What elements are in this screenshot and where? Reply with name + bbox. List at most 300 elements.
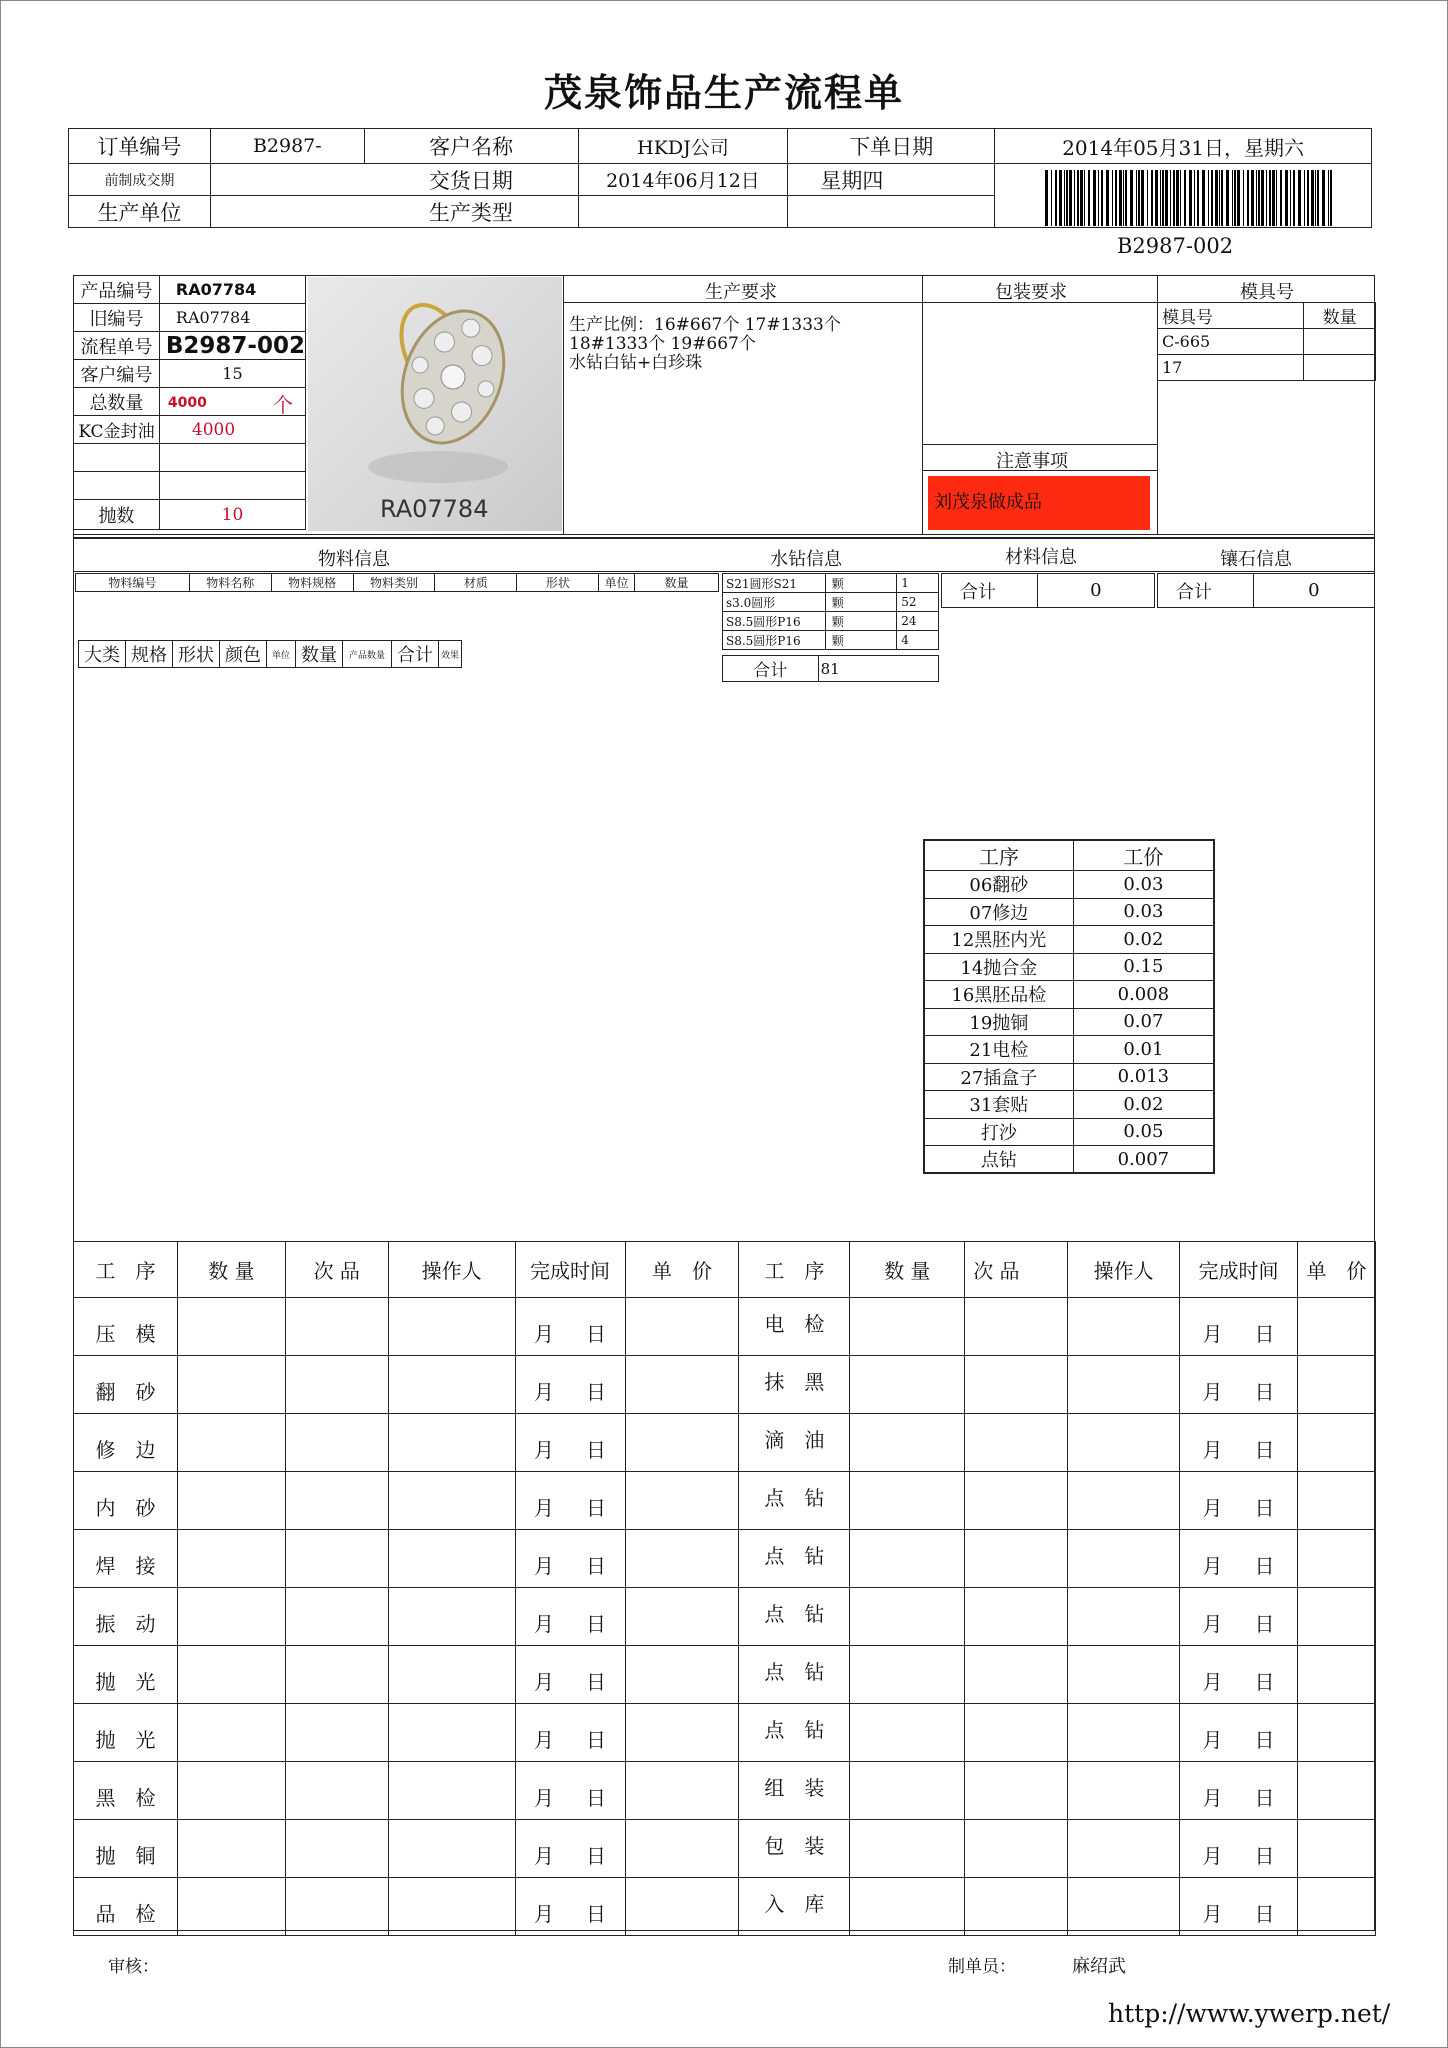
barcode-bar: [1180, 170, 1181, 226]
wf-right-price-cell[interactable]: [1297, 1762, 1375, 1820]
barcode-bar: [1045, 170, 1048, 226]
pp-row-10-price: 0.05: [1073, 1118, 1214, 1146]
barcode-bar: [1317, 170, 1319, 226]
barcode-bar: [1202, 170, 1205, 226]
completion-date-cell[interactable]: [1180, 1588, 1298, 1646]
wf-left-operator-cell[interactable]: [388, 1356, 515, 1414]
completion-date-cell[interactable]: [515, 1820, 625, 1878]
wf-right-step: 点 钻: [739, 1588, 850, 1646]
wf-row: [74, 1472, 1376, 1530]
wf-right-operator-cell[interactable]: [1068, 1820, 1180, 1878]
rs-total-label: 合计: [723, 656, 819, 682]
month-label: 月: [534, 1612, 555, 1636]
wf-left-step: 翻 砂: [74, 1356, 178, 1414]
col-qty: 数量: [296, 641, 343, 668]
wf-left-operator-cell[interactable]: [388, 1646, 515, 1704]
barcode-bar: [1066, 170, 1068, 226]
wf-left-step: 抛 铜: [74, 1820, 178, 1878]
barcode-bar: [1184, 170, 1186, 226]
wf-left-operator-cell[interactable]: [388, 1588, 515, 1646]
wf-left-price-cell[interactable]: [625, 1762, 739, 1820]
barcode-bar: [1173, 170, 1175, 226]
wf-right-operator-cell[interactable]: [1068, 1414, 1180, 1472]
wf-left-qty-cell[interactable]: [177, 1646, 285, 1704]
wf-right-defect-cell[interactable]: [965, 1530, 1068, 1588]
barcode-bar: [1247, 170, 1249, 226]
wf-right-defect-cell[interactable]: [965, 1820, 1068, 1878]
order-date-label: 下单日期: [788, 129, 995, 164]
wf-left-price-cell[interactable]: [625, 1588, 739, 1646]
pp-row-7-process: 21电检: [924, 1036, 1073, 1064]
completion-date-cell[interactable]: [1180, 1414, 1298, 1472]
production-line-2: 18#1333个 19#667个: [569, 334, 756, 354]
barcode-bar: [1237, 170, 1240, 226]
barcode-bar: [1088, 170, 1090, 226]
barcode-bar: [1074, 170, 1075, 226]
wf-right-defect-cell[interactable]: [965, 1762, 1068, 1820]
wf-right-qty-cell[interactable]: [850, 1356, 965, 1414]
wf-right-defect-cell[interactable]: [965, 1704, 1068, 1762]
wf-right-defect-cell[interactable]: [965, 1646, 1068, 1704]
barcode-bar: [1176, 170, 1179, 226]
completion-date-cell[interactable]: [1180, 1762, 1298, 1820]
wf-right-defect-cell[interactable]: [965, 1298, 1068, 1356]
barcode-bar: [1069, 170, 1072, 226]
order-date-value: 2014年05月31日，星期六: [995, 129, 1372, 164]
rhinestone-table: [722, 573, 939, 650]
wf-left-col-price: 单 价: [625, 1242, 739, 1298]
day-label: 日: [586, 1496, 607, 1520]
barcode-cell: [995, 164, 1372, 228]
barcode-bar: [1261, 170, 1264, 226]
wf-left-qty-cell[interactable]: [177, 1878, 285, 1936]
barcode-bar: [1256, 170, 1257, 226]
rs-4-unit: 颗: [825, 631, 896, 650]
wf-left-col-qty: 数 量: [177, 1242, 285, 1298]
completion-date-cell[interactable]: [515, 1588, 625, 1646]
pp-row-10-process: 打沙: [924, 1118, 1073, 1146]
wf-right-operator-cell[interactable]: [1068, 1298, 1180, 1356]
col-material-shape: 形状: [517, 574, 599, 592]
wf-left-defect-cell[interactable]: [285, 1530, 388, 1588]
wf-left-defect-cell[interactable]: [285, 1298, 388, 1356]
day-label: 日: [586, 1438, 607, 1462]
wf-right-operator-cell[interactable]: [1068, 1530, 1180, 1588]
customer-no-value: 15: [159, 360, 305, 388]
wf-left-price-cell[interactable]: [625, 1298, 739, 1356]
wf-right-qty-cell[interactable]: [850, 1762, 965, 1820]
completion-date-cell[interactable]: [1180, 1472, 1298, 1530]
pp-row-6-price: 0.07: [1073, 1008, 1214, 1036]
wf-left-price-cell[interactable]: [625, 1472, 739, 1530]
wf-left-operator-cell[interactable]: [388, 1472, 515, 1530]
barcode-bar: [1119, 170, 1122, 226]
pp-row-3-process: 12黑胚内光: [924, 926, 1073, 954]
wf-row: [74, 1646, 1376, 1704]
wf-left-operator-cell[interactable]: [388, 1878, 515, 1936]
wf-left-price-cell[interactable]: [625, 1820, 739, 1878]
month-label: 月: [534, 1380, 555, 1404]
flow-no-value: B2987-002: [159, 332, 305, 360]
completion-date-cell[interactable]: [515, 1472, 625, 1530]
month-label: 月: [534, 1670, 555, 1694]
wf-right-step: 滴 油: [739, 1414, 850, 1472]
product-no-value: RA07784: [159, 276, 305, 304]
wf-right-col-price: 单 价: [1297, 1242, 1375, 1298]
month-label: 月: [1202, 1786, 1223, 1810]
month-label: 月: [1202, 1380, 1223, 1404]
completion-date-cell[interactable]: [515, 1414, 625, 1472]
pp-col-price: 工价: [1073, 840, 1214, 871]
barcode-bar: [1315, 170, 1316, 226]
barcode-bar: [1307, 170, 1309, 226]
completion-date-cell[interactable]: [515, 1762, 625, 1820]
wf-left-price-cell[interactable]: [625, 1878, 739, 1936]
wf-right-step: 点 钻: [739, 1704, 850, 1762]
wf-row: [74, 1356, 1376, 1414]
completion-date-cell[interactable]: [1180, 1704, 1298, 1762]
wf-right-qty-cell[interactable]: [850, 1414, 965, 1472]
barcode-bar: [1059, 170, 1062, 226]
barcode: [1045, 170, 1335, 226]
day-label: 日: [1254, 1844, 1275, 1868]
production-req-lines: [569, 316, 841, 373]
wf-right-qty-cell[interactable]: [850, 1704, 965, 1762]
barcode-bar: [1077, 170, 1079, 226]
wf-right-col-process: 工 序: [739, 1242, 850, 1298]
wf-left-qty-cell[interactable]: [177, 1704, 285, 1762]
mold-row-2-qty: [1304, 355, 1376, 381]
wf-right-operator-cell[interactable]: [1068, 1762, 1180, 1820]
wf-right-defect-cell[interactable]: [965, 1356, 1068, 1414]
rhinestone-info-label: 水钻信息: [770, 549, 842, 570]
photo-caption: RA07784: [380, 495, 489, 523]
wf-left-step: 焊 接: [74, 1530, 178, 1588]
col-material-no: 物料编号: [76, 574, 190, 592]
month-label: 月: [534, 1438, 555, 1462]
barcode-bar: [1293, 170, 1295, 226]
wf-right-price-cell[interactable]: [1297, 1530, 1375, 1588]
rs-1-name: S21圆形S21: [723, 574, 826, 593]
wf-left-operator-cell[interactable]: [388, 1530, 515, 1588]
col-category: 大类: [79, 641, 126, 668]
completion-date-cell[interactable]: [1180, 1530, 1298, 1588]
wf-right-qty-cell[interactable]: [850, 1646, 965, 1704]
maker-value: 麻绍武: [1072, 1956, 1126, 1977]
barcode-bar: [1125, 170, 1127, 226]
completion-date-cell[interactable]: [1180, 1646, 1298, 1704]
pp-row-11-price: 0.007: [1073, 1146, 1214, 1174]
wf-left-step: 黑 检: [74, 1762, 178, 1820]
wf-left-qty-cell[interactable]: [177, 1298, 285, 1356]
wf-right-price-cell[interactable]: [1297, 1588, 1375, 1646]
wf-right-step: 点 钻: [739, 1472, 850, 1530]
wf-left-defect-cell[interactable]: [285, 1646, 388, 1704]
col-material-type: 物料类别: [353, 574, 435, 592]
completion-date-cell[interactable]: [515, 1704, 625, 1762]
wf-left-price-cell[interactable]: [625, 1704, 739, 1762]
old-no-value: RA07784: [159, 304, 305, 332]
day-label: 日: [1254, 1496, 1275, 1520]
barcode-bar: [1080, 170, 1083, 226]
wf-left-operator-cell[interactable]: [388, 1762, 515, 1820]
completion-date-cell[interactable]: [515, 1298, 625, 1356]
day-label: 日: [586, 1902, 607, 1926]
barcode-bar: [1051, 170, 1052, 226]
wf-row: [74, 1414, 1376, 1472]
wf-left-price-cell[interactable]: [625, 1530, 739, 1588]
day-label: 日: [1254, 1902, 1275, 1926]
pp-row-1-price: 0.03: [1073, 871, 1214, 899]
wf-left-defect-cell[interactable]: [285, 1414, 388, 1472]
barcode-bar: [1136, 170, 1137, 226]
day-label: 日: [586, 1844, 607, 1868]
footer-url[interactable]: http://www.ywerp.net/: [1108, 1999, 1391, 2028]
barcode-bar: [1280, 170, 1282, 226]
wf-left-qty-cell[interactable]: [177, 1588, 285, 1646]
day-label: 日: [586, 1670, 607, 1694]
completion-date-cell[interactable]: [515, 1530, 625, 1588]
rs-4-name: S8.5圆形P16: [723, 631, 826, 650]
barcode-bar: [1084, 170, 1085, 226]
month-label: 月: [1202, 1496, 1223, 1520]
barcode-bar: [1194, 170, 1195, 226]
wf-right-col-time: 完成时间: [1180, 1242, 1298, 1298]
day-label: 日: [1254, 1322, 1275, 1346]
wf-left-qty-cell[interactable]: [177, 1414, 285, 1472]
barcode-bar: [1272, 170, 1275, 226]
wf-right-price-cell[interactable]: [1297, 1472, 1375, 1530]
old-no-label: 旧编号: [74, 304, 160, 332]
barcode-bar: [1165, 170, 1168, 226]
col-material-name: 物料名称: [189, 574, 271, 592]
completion-date-cell[interactable]: [515, 1646, 625, 1704]
day-label: 日: [1254, 1670, 1275, 1694]
wf-left-qty-cell[interactable]: [177, 1472, 285, 1530]
barcode-bar: [1304, 170, 1305, 226]
wf-left-defect-cell[interactable]: [285, 1588, 388, 1646]
wf-left-defect-cell[interactable]: [285, 1878, 388, 1936]
barcode-bar: [1290, 170, 1291, 226]
completion-date-cell[interactable]: [1180, 1820, 1298, 1878]
production-line-1: 生产比例：16#667个 17#1333个: [569, 315, 841, 335]
completion-date-cell[interactable]: [515, 1356, 625, 1414]
mold-row-1-no: C-665: [1158, 329, 1304, 355]
wf-right-qty-cell[interactable]: [850, 1820, 965, 1878]
header-table: [68, 128, 1372, 228]
wf-left-qty-cell[interactable]: [177, 1762, 285, 1820]
barcode-bar: [1064, 170, 1065, 226]
barcode-bar: [1211, 170, 1213, 226]
month-label: 月: [534, 1844, 555, 1868]
barcode-bar: [1322, 170, 1325, 226]
wf-right-step: 包 装: [739, 1820, 850, 1878]
wf-left-defect-cell[interactable]: [285, 1356, 388, 1414]
delivery-weekday: 星期四: [788, 164, 995, 196]
review-label: 审核：: [108, 1957, 159, 1977]
wf-right-operator-cell[interactable]: [1068, 1472, 1180, 1530]
barcode-bar: [1266, 170, 1267, 226]
barcode-bar: [1197, 170, 1199, 226]
mold-table: [1157, 302, 1376, 381]
mold-row-2-no: 17: [1158, 355, 1304, 381]
wf-right-qty-cell[interactable]: [850, 1588, 965, 1646]
wf-right-qty-cell[interactable]: [850, 1530, 965, 1588]
wf-left-defect-cell[interactable]: [285, 1820, 388, 1878]
wf-left-step: 品 检: [74, 1878, 178, 1936]
barcode-bar: [1232, 170, 1233, 226]
wf-right-price-cell[interactable]: [1297, 1298, 1375, 1356]
month-label: 月: [1202, 1612, 1223, 1636]
order-no-label: 订单编号: [69, 129, 211, 164]
barcode-bar: [1160, 170, 1161, 226]
wf-left-operator-cell[interactable]: [388, 1820, 515, 1878]
col-spec: 规格: [126, 641, 173, 668]
wf-left-operator-cell[interactable]: [388, 1414, 515, 1472]
product-no-label: 产品编号: [74, 276, 160, 304]
setting-total-label: 合计: [1158, 574, 1254, 608]
pp-row-4-process: 14抛合金: [924, 953, 1073, 981]
customer-no-label: 客户编号: [74, 360, 160, 388]
pp-row-8-price: 0.013: [1073, 1063, 1214, 1091]
material-columns: [75, 573, 719, 592]
wf-row: [74, 1530, 1376, 1588]
barcode-bar: [1330, 170, 1332, 226]
barcode-bar: [1258, 170, 1260, 226]
wf-right-qty-cell[interactable]: [850, 1472, 965, 1530]
total-qty-value: 4000: [167, 395, 207, 411]
barcode-bar: [1098, 170, 1099, 226]
wf-left-operator-cell[interactable]: [388, 1298, 515, 1356]
pp-row-9-price: 0.02: [1073, 1091, 1214, 1119]
col-shape: 形状: [173, 641, 220, 668]
month-label: 月: [534, 1322, 555, 1346]
rs-3-name: S8.5圆形P16: [723, 612, 826, 631]
month-label: 月: [1202, 1438, 1223, 1462]
wf-left-col-process: 工 序: [74, 1242, 178, 1298]
kc-label: KC金封油: [74, 416, 160, 444]
completion-date-cell[interactable]: [515, 1878, 625, 1936]
barcode-bar: [1115, 170, 1117, 226]
pre-delivery-label: 前制成交期: [69, 164, 211, 196]
wf-right-price-cell[interactable]: [1297, 1878, 1375, 1936]
mold-col-qty: 数量: [1304, 303, 1376, 329]
wf-right-operator-cell[interactable]: [1068, 1878, 1180, 1936]
mold-label: 模具号: [1240, 282, 1294, 303]
wf-right-operator-cell[interactable]: [1068, 1588, 1180, 1646]
wf-row: [74, 1704, 1376, 1762]
rs-2-qty: 52: [897, 593, 939, 612]
pp-col-process: 工序: [924, 840, 1073, 871]
wf-right-operator-cell[interactable]: [1068, 1646, 1180, 1704]
day-label: 日: [586, 1380, 607, 1404]
barcode-bar: [1123, 170, 1124, 226]
month-label: 月: [1202, 1902, 1223, 1926]
wf-left-qty-cell[interactable]: [177, 1356, 285, 1414]
barcode-bar: [1226, 170, 1229, 226]
col-product-qty: 产品数量: [343, 641, 392, 668]
month-label: 月: [534, 1728, 555, 1752]
month-label: 月: [1202, 1844, 1223, 1868]
day-label: 日: [1254, 1786, 1275, 1810]
wf-right-step: 入 库: [739, 1878, 850, 1936]
wf-left-price-cell[interactable]: [625, 1356, 739, 1414]
barcode-bar: [1311, 170, 1314, 226]
barcode-bar: [1285, 170, 1288, 226]
wf-right-price-cell[interactable]: [1297, 1414, 1375, 1472]
wf-left-defect-cell[interactable]: [285, 1762, 388, 1820]
wf-left-price-cell[interactable]: [625, 1414, 739, 1472]
material-total-label: 合计: [942, 574, 1038, 608]
wf-right-price-cell[interactable]: [1297, 1356, 1375, 1414]
delivery-date-label: 交货日期: [364, 164, 578, 196]
setting-total-value: 0: [1253, 574, 1374, 608]
pp-row-3-price: 0.02: [1073, 926, 1214, 954]
wf-right-defect-cell[interactable]: [965, 1588, 1068, 1646]
barcode-bar: [1155, 170, 1158, 226]
wf-row: [74, 1588, 1376, 1646]
day-label: 日: [1254, 1380, 1275, 1404]
wf-right-operator-cell[interactable]: [1068, 1704, 1180, 1762]
wf-left-defect-cell[interactable]: [285, 1704, 388, 1762]
month-label: 月: [534, 1496, 555, 1520]
completion-date-cell[interactable]: [1180, 1356, 1298, 1414]
wf-right-qty-cell[interactable]: [850, 1878, 965, 1936]
pp-row-7-price: 0.01: [1073, 1036, 1214, 1064]
wf-right-defect-cell[interactable]: [965, 1414, 1068, 1472]
kc-value: 4000: [159, 416, 305, 444]
rs-1-qty: 1: [897, 574, 939, 593]
customer-label: 客户名称: [364, 129, 578, 164]
barcode-bar: [1162, 170, 1164, 226]
wf-left-price-cell[interactable]: [625, 1646, 739, 1704]
wf-right-step: 抹 黑: [739, 1356, 850, 1414]
wf-right-step: 点 钻: [739, 1646, 850, 1704]
flow-no-label: 流程单号: [74, 332, 160, 360]
completion-date-cell[interactable]: [1180, 1878, 1298, 1936]
col-effect: 效果: [439, 641, 462, 668]
wf-left-operator-cell[interactable]: [388, 1704, 515, 1762]
wf-right-qty-cell[interactable]: [850, 1298, 965, 1356]
barcode-bar: [1328, 170, 1329, 226]
barcode-bar: [1189, 170, 1192, 226]
wf-left-defect-cell[interactable]: [285, 1472, 388, 1530]
barcode-bar: [1106, 170, 1109, 226]
wf-right-price-cell[interactable]: [1297, 1646, 1375, 1704]
col-material-qty: 数量: [635, 574, 719, 592]
wf-left-step: 抛 光: [74, 1704, 178, 1762]
wf-right-price-cell[interactable]: [1297, 1820, 1375, 1878]
col-unit: 单位: [267, 641, 296, 668]
wf-right-operator-cell[interactable]: [1068, 1356, 1180, 1414]
wf-right-price-cell[interactable]: [1297, 1704, 1375, 1762]
barcode-bar: [1298, 170, 1301, 226]
wf-left-step: 抛 光: [74, 1646, 178, 1704]
barcode-bar: [1141, 170, 1144, 226]
wf-right-defect-cell[interactable]: [965, 1878, 1068, 1936]
col-color: 颜色: [220, 641, 267, 668]
pp-row-4-price: 0.15: [1073, 953, 1214, 981]
completion-date-cell[interactable]: [1180, 1298, 1298, 1356]
wf-left-qty-cell[interactable]: [177, 1530, 285, 1588]
pp-row-1-process: 06翻砂: [924, 871, 1073, 899]
pp-row-2-process: 07修边: [924, 898, 1073, 926]
wf-left-qty-cell[interactable]: [177, 1820, 285, 1878]
pp-row-5-process: 16黑胚品检: [924, 981, 1073, 1009]
wf-right-defect-cell[interactable]: [965, 1472, 1068, 1530]
month-label: 月: [1202, 1322, 1223, 1346]
wf-row: [74, 1820, 1376, 1878]
